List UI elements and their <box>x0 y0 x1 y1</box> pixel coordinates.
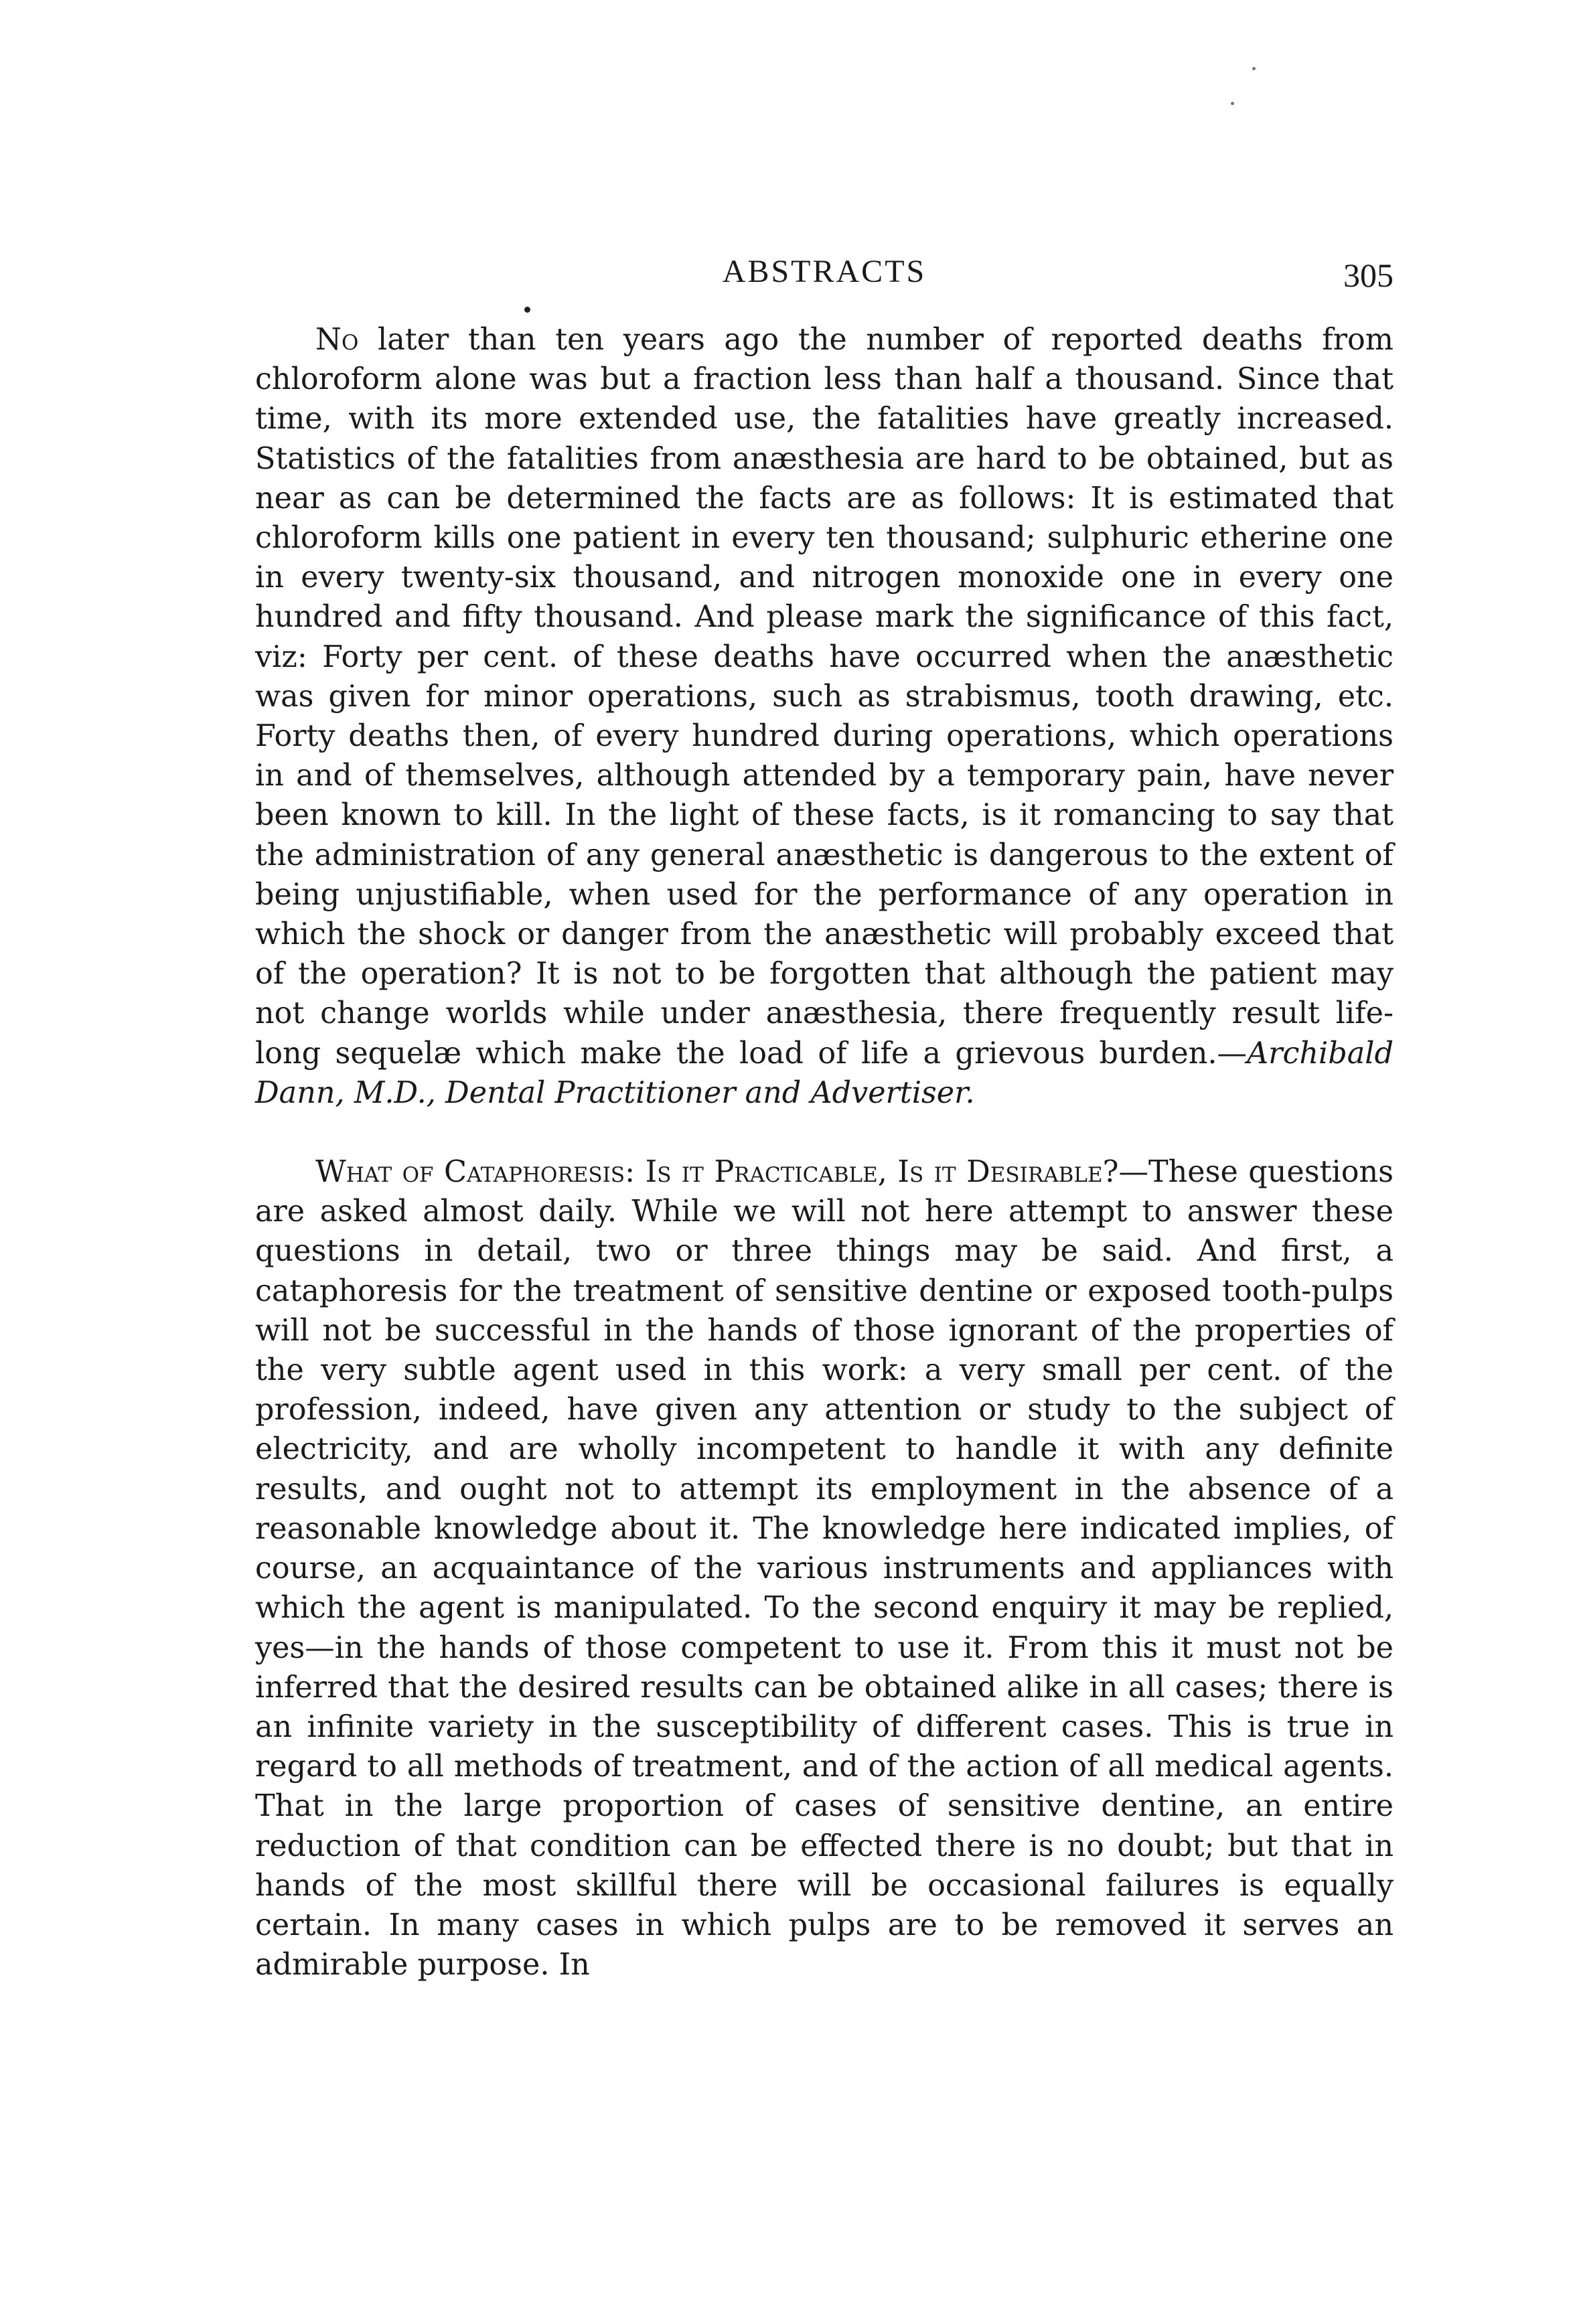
print-speck <box>1231 102 1234 105</box>
abstract-signature: Archibald Dann, M.D., Dental Practitioner and Advertiser. <box>255 1036 1394 1110</box>
abstract-chloroform <box>255 320 1394 1113</box>
print-speck <box>1252 67 1256 70</box>
text-block <box>255 320 1394 1985</box>
abstract-cataphoresis <box>255 1152 1394 1985</box>
print-speck <box>524 307 530 313</box>
paragraph-gap <box>255 1113 1394 1152</box>
abstract-heading: What of Cataphoresis: Is it Practicable, Is it Desirable? <box>315 1155 1119 1190</box>
running-head <box>255 253 1394 300</box>
lead-word: No <box>315 323 359 357</box>
abstract-body: later than ten years ago the number of reported deaths from chloroform alone was but a fraction less than half a thousand. Since that time, with its more extended use, the fatalities have greatly increased. Statistics of the fatalities from anæsthesia are hard to be obtained, but as near as can be determined the facts are as follows: It is estimated that chloroform kills one patient in every ten thousand; sulphuric etherine one in every twenty-six thousand, and nitrogen monoxide one in every one hundred and fifty thousand. And please mark the significance of this fact, viz: Forty per cent. of these deaths have occurred when the anæsthetic was given for minor operations, such as strabismus, tooth drawing, etc. Forty deaths then, of every hundred during operations, which operations in and of themselves, although attended by a temporary pain, have never been known to kill. In the light of these facts, is it romancing to say that the administration of any general anæsthetic is dangerous to the extent of being unjustifiable, when used for the performance of any operation in which the shock or danger from the anæsthetic will probably exceed that of the operation? It is not to be forgotten that although the patient may not change worlds while under anæsthesia, there frequently result life-long sequelæ which make the load of life a grievous burden.— <box>255 323 1394 1071</box>
abstract-body: —These questions are asked almost daily. While we will not here attempt to answer these questions in detail, two or three things may be said. And first, a cataphoresis for the treatment of sensitive dentine or exposed tooth-pulps will not be successful in the hands of those ignorant of the properties of the very subtle agent used in this work: a very small per cent. of the profession, indeed, have given any attention or study to the subject of electricity, and are wholly incompetent to handle it with any definite results, and ought not to attempt its employment in the absence of a reasonable knowledge about it. The knowledge here indicated implies, of course, an acquaintance of the various instruments and appliances with which the agent is manipulated. To the second enquiry it may be replied, yes—in the hands of those competent to use it. From this it must not be inferred that the desired results can be obtained alike in all cases; there is an infinite variety in the susceptibility of different cases. This is true in regard to all methods of treatment, and of the action of all medical agents. That in the large proportion of cases of sensitive dentine, an entire reduction of that condition can be effected there is no doubt; but that in hands of the most skillful there will be occasional failures is equally certain. In many cases in which pulps are to be removed it serves an admirable purpose. In <box>255 1155 1394 1983</box>
page-number: 305 <box>1343 256 1394 294</box>
running-title: ABSTRACTS <box>722 254 927 289</box>
